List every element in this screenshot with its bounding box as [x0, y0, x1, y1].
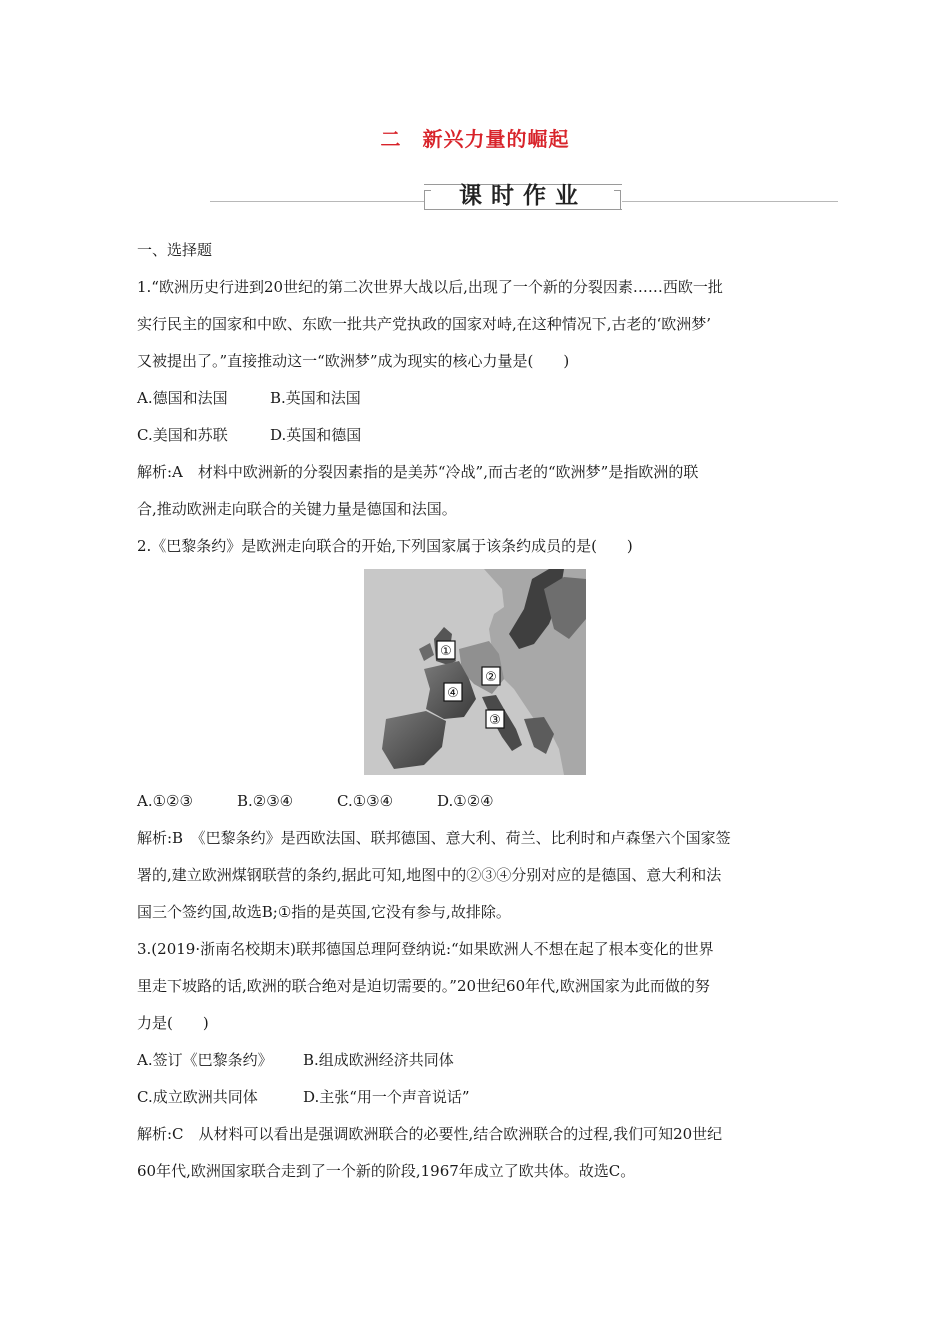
- q3-line-2: 里走下坡路的话,欧洲的联合绝对是迫切需要的。”20世纪60年代,欧洲国家为此而做的努: [137, 977, 710, 995]
- q3-analysis-1: 解析:C 从材料可以看出是强调欧洲联合的必要性,结合欧洲联合的过程,我们可知20世纪: [137, 1125, 723, 1143]
- q1-line-3: 又被提出了。”直接推动这一“欧洲梦”成为现实的核心力量是( ): [137, 352, 570, 370]
- q3-option-a[interactable]: A.签订《巴黎条约》: [137, 1051, 273, 1069]
- q2-option-d[interactable]: D.①②④: [437, 792, 494, 810]
- q1-option-c[interactable]: C.美国和苏联: [137, 426, 228, 444]
- q3-line-1: 3.(2019·浙南名校期末)联邦德国总理阿登纳说:“如果欧洲人不想在起了根本变化的世界: [137, 940, 714, 958]
- q1-options-row-2: [137, 417, 817, 454]
- q2-option-c[interactable]: C.①③④: [337, 792, 394, 810]
- map-marker-label: ②: [485, 670, 497, 685]
- q3-options-row-2: [137, 1079, 817, 1116]
- map-marker-label: ④: [447, 686, 459, 701]
- banner-label: 课时作业: [459, 183, 587, 209]
- homework-banner: [210, 180, 838, 214]
- q1-analysis-2: 合,推动欧洲走向联合的关键力量是德国和法国。: [137, 500, 457, 518]
- q3-analysis-2: 60年代,欧洲国家联合走到了一个新的阶段,1967年成立了欧共体。故选C。: [137, 1162, 636, 1180]
- q2-options-row: [137, 783, 817, 820]
- q2-analysis-2: 署的,建立欧洲煤钢联营的条约,据此可知,地图中的②③④分别对应的是德国、意大利和法: [137, 866, 722, 884]
- q1-option-d[interactable]: D.英国和德国: [270, 426, 362, 444]
- q1-options-row-1: [137, 380, 817, 417]
- q2-option-a[interactable]: A.①②③: [137, 792, 193, 810]
- banner-rule-left: [210, 201, 424, 202]
- q3-option-b[interactable]: B.组成欧洲经济共同体: [303, 1051, 454, 1069]
- q2-analysis-1: 解析:B 《巴黎条约》是西欧法国、联邦德国、意大利、荷兰、比利时和卢森堡六个国家签: [137, 829, 731, 847]
- q1-analysis-1: 解析:A 材料中欧洲新的分裂因素指的是美苏“冷战”,而古老的“欧洲梦”是指欧洲的联: [137, 463, 699, 481]
- q3-option-d[interactable]: D.主张“用一个声音说话”: [303, 1088, 470, 1106]
- europe-map: [364, 569, 586, 775]
- q1-option-a[interactable]: A.德国和法国: [137, 389, 228, 407]
- q1-line-1: 1.“欧洲历史行进到20世纪的第二次世界大战以后,出现了一个新的分裂因素……西欧一批: [137, 278, 723, 296]
- q1-line-2: 实行民主的国家和中欧、东欧一批共产党执政的国家对峙,在这种情况下,古老的‘欧洲梦’: [137, 315, 712, 333]
- document-body: [137, 232, 817, 1190]
- map-marker-label: ①: [440, 644, 452, 659]
- q3-option-c[interactable]: C.成立欧洲共同体: [137, 1088, 258, 1106]
- q2-stem: 2.《巴黎条约》是欧洲走向联合的开始,下列国家属于该条约成员的是( ): [137, 537, 633, 555]
- map-marker-label: ③: [489, 713, 501, 728]
- banner-rule-right: [622, 201, 838, 202]
- q2-option-b[interactable]: B.②③④: [237, 792, 294, 810]
- q3-line-3: 力是( ): [137, 1014, 209, 1032]
- europe-map-svg: [364, 569, 586, 775]
- q3-options-row-1: [137, 1042, 817, 1079]
- lesson-title: 二 新兴力量的崛起: [380, 127, 570, 151]
- q1-option-b[interactable]: B.英国和法国: [270, 389, 361, 407]
- q2-analysis-3: 国三个签约国,故选B;①指的是英国,它没有参与,故排除。: [137, 903, 511, 921]
- section-heading: 一、选择题: [137, 241, 213, 259]
